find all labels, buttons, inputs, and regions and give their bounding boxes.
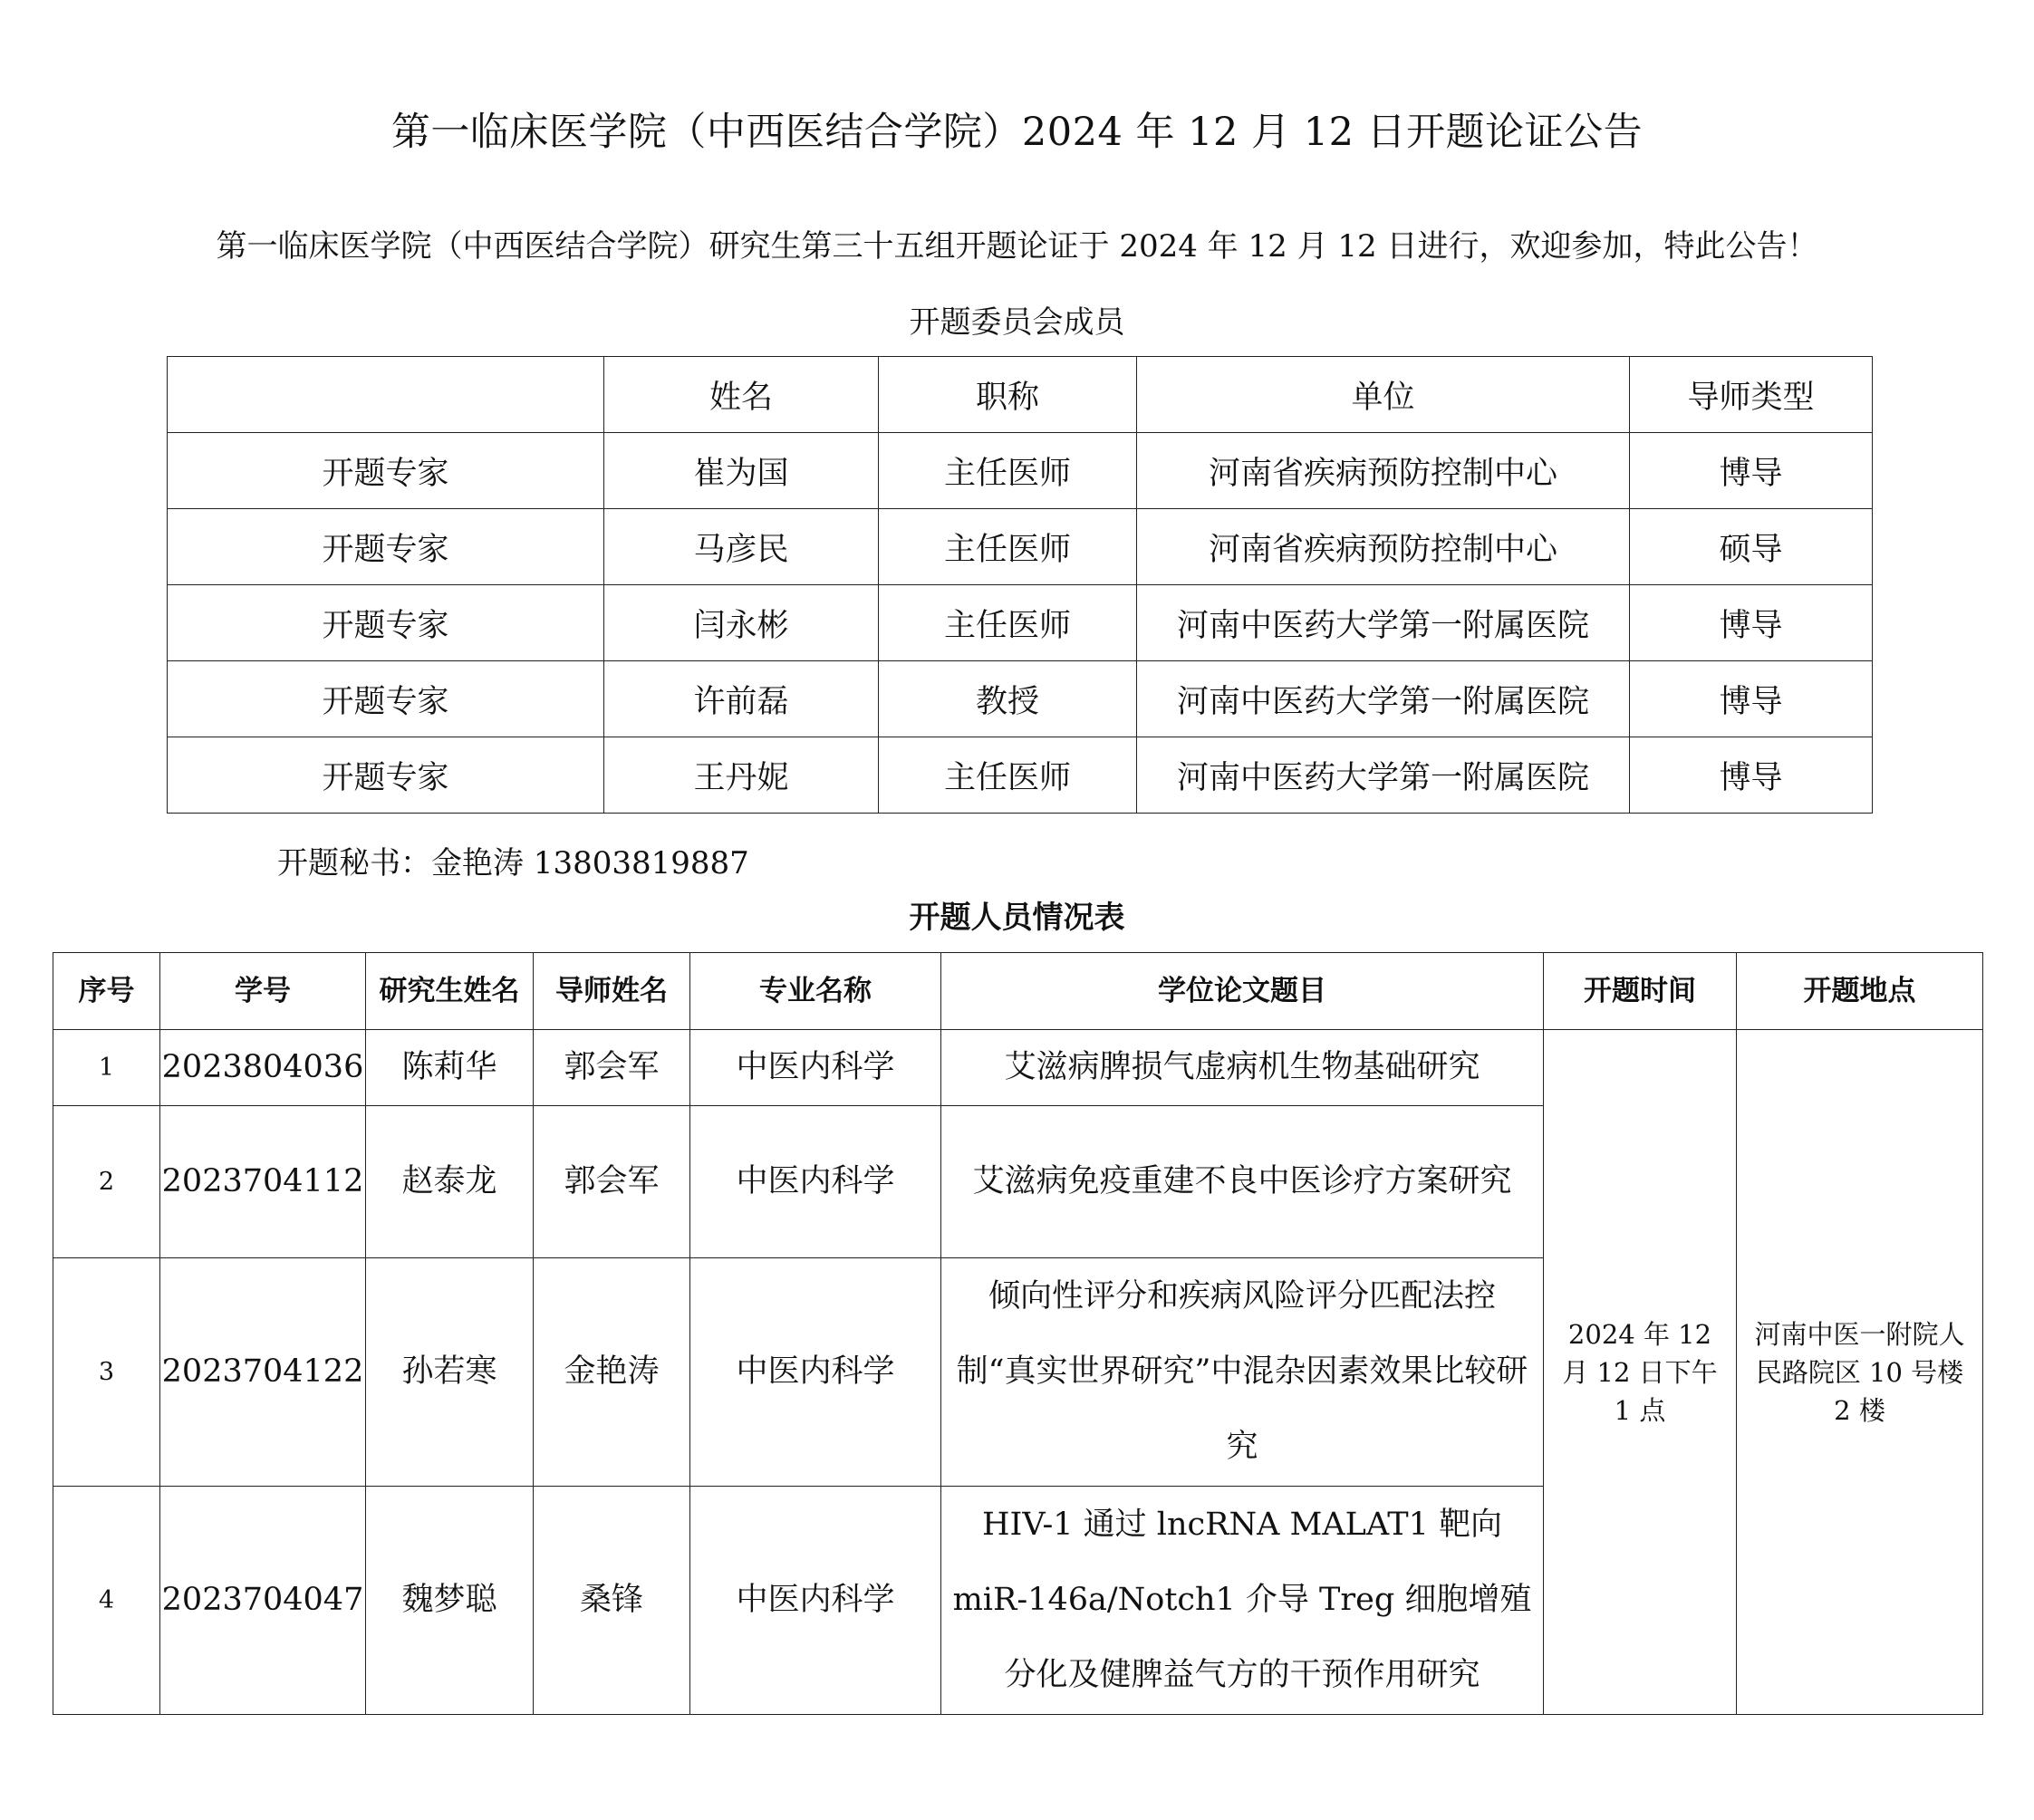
students-header-cell: 开题地点 xyxy=(1737,953,1983,1030)
student-id: 2023704047 xyxy=(160,1487,366,1715)
students-header-cell: 研究生姓名 xyxy=(366,953,534,1030)
student-row xyxy=(53,1030,1983,1106)
secretary-info: 开题秘书：金艳涛 13803819887 xyxy=(277,845,749,881)
major-name: 中医内科学 xyxy=(690,1106,941,1258)
student-name: 赵泰龙 xyxy=(366,1106,534,1258)
advisor-name: 郭会军 xyxy=(534,1030,690,1106)
committee-unit: 河南省疾病预防控制中心 xyxy=(1137,433,1630,509)
page-title: 第一临床医学院（中西医结合学院）2024 年 12 月 12 日开题论证公告 xyxy=(390,110,1644,155)
committee-row xyxy=(168,433,1873,509)
defense-location: 河南中医一附院人民路院区 10 号楼 2 楼 xyxy=(1737,1030,1983,1715)
students-header-row xyxy=(53,953,1983,1030)
committee-row xyxy=(168,661,1873,737)
advisor-name: 桑锋 xyxy=(534,1487,690,1715)
student-index: 1 xyxy=(53,1030,160,1106)
major-name: 中医内科学 xyxy=(690,1030,941,1106)
committee-row xyxy=(168,509,1873,585)
committee-title: 主任医师 xyxy=(879,509,1137,585)
committee-unit: 河南省疾病预防控制中心 xyxy=(1137,509,1630,585)
thesis-title: 艾滋病脾损气虚病机生物基础研究 xyxy=(941,1030,1544,1106)
advisor-name: 郭会军 xyxy=(534,1106,690,1258)
major-name: 中医内科学 xyxy=(690,1258,941,1487)
students-header-cell: 序号 xyxy=(53,953,160,1030)
committee-header-row xyxy=(168,357,1873,433)
student-id: 2023704112 xyxy=(160,1106,366,1258)
committee-role: 开题专家 xyxy=(168,737,604,814)
committee-row xyxy=(168,585,1873,661)
committee-header-cell xyxy=(168,357,604,433)
students-header-cell: 开题时间 xyxy=(1544,953,1737,1030)
student-id: 2023704122 xyxy=(160,1258,366,1487)
thesis-title: 倾向性评分和疾病风险评分匹配法控制“真实世界研究”中混杂因素效果比较研究 xyxy=(941,1258,1544,1487)
committee-unit: 河南中医药大学第一附属医院 xyxy=(1137,737,1630,814)
announcement-text: 第一临床医学院（中西医结合学院）研究生第三十五组开题论证于 2024 年 12 月 12 日进行，欢迎参加，特此公告！ xyxy=(216,228,1818,265)
students-heading: 开题人员情况表 xyxy=(909,900,1125,936)
advisor-name: 金艳涛 xyxy=(534,1258,690,1487)
committee-name: 马彦民 xyxy=(604,509,879,585)
student-id: 2023804036 xyxy=(160,1030,366,1106)
committee-header-cell: 导师类型 xyxy=(1630,357,1873,433)
committee-header-cell: 姓名 xyxy=(604,357,879,433)
committee-role: 开题专家 xyxy=(168,661,604,737)
committee-role: 开题专家 xyxy=(168,509,604,585)
committee-unit: 河南中医药大学第一附属医院 xyxy=(1137,661,1630,737)
thesis-title: 艾滋病免疫重建不良中医诊疗方案研究 xyxy=(941,1106,1544,1258)
committee-mentor-type: 博导 xyxy=(1630,737,1873,814)
defense-time: 2024 年 12 月 12 日下午 1 点 xyxy=(1544,1030,1737,1715)
student-index: 2 xyxy=(53,1106,160,1258)
committee-name: 崔为国 xyxy=(604,433,879,509)
committee-table xyxy=(167,356,1873,814)
major-name: 中医内科学 xyxy=(690,1487,941,1715)
committee-title: 主任医师 xyxy=(879,433,1137,509)
committee-mentor-type: 硕导 xyxy=(1630,509,1873,585)
thesis-title: HIV-1 通过 lncRNA MALAT1 靶向 miR-146a/Notch1 介导 Treg 细胞增殖分化及健脾益气方的干预作用研究 xyxy=(941,1487,1544,1715)
students-table xyxy=(53,952,1983,1715)
committee-mentor-type: 博导 xyxy=(1630,433,1873,509)
student-name: 陈莉华 xyxy=(366,1030,534,1106)
committee-title: 教授 xyxy=(879,661,1137,737)
committee-title: 主任医师 xyxy=(879,737,1137,814)
students-header-cell: 专业名称 xyxy=(690,953,941,1030)
committee-row xyxy=(168,737,1873,814)
committee-name: 王丹妮 xyxy=(604,737,879,814)
committee-mentor-type: 博导 xyxy=(1630,661,1873,737)
committee-role: 开题专家 xyxy=(168,433,604,509)
committee-heading: 开题委员会成员 xyxy=(909,304,1125,341)
students-header-cell: 导师姓名 xyxy=(534,953,690,1030)
committee-role: 开题专家 xyxy=(168,585,604,661)
students-header-cell: 学位论文题目 xyxy=(941,953,1544,1030)
committee-title: 主任医师 xyxy=(879,585,1137,661)
student-name: 孙若寒 xyxy=(366,1258,534,1487)
committee-name: 闫永彬 xyxy=(604,585,879,661)
committee-name: 许前磊 xyxy=(604,661,879,737)
student-name: 魏梦聪 xyxy=(366,1487,534,1715)
committee-header-cell: 职称 xyxy=(879,357,1137,433)
committee-unit: 河南中医药大学第一附属医院 xyxy=(1137,585,1630,661)
committee-mentor-type: 博导 xyxy=(1630,585,1873,661)
student-index: 3 xyxy=(53,1258,160,1487)
committee-header-cell: 单位 xyxy=(1137,357,1630,433)
student-index: 4 xyxy=(53,1487,160,1715)
students-header-cell: 学号 xyxy=(160,953,366,1030)
